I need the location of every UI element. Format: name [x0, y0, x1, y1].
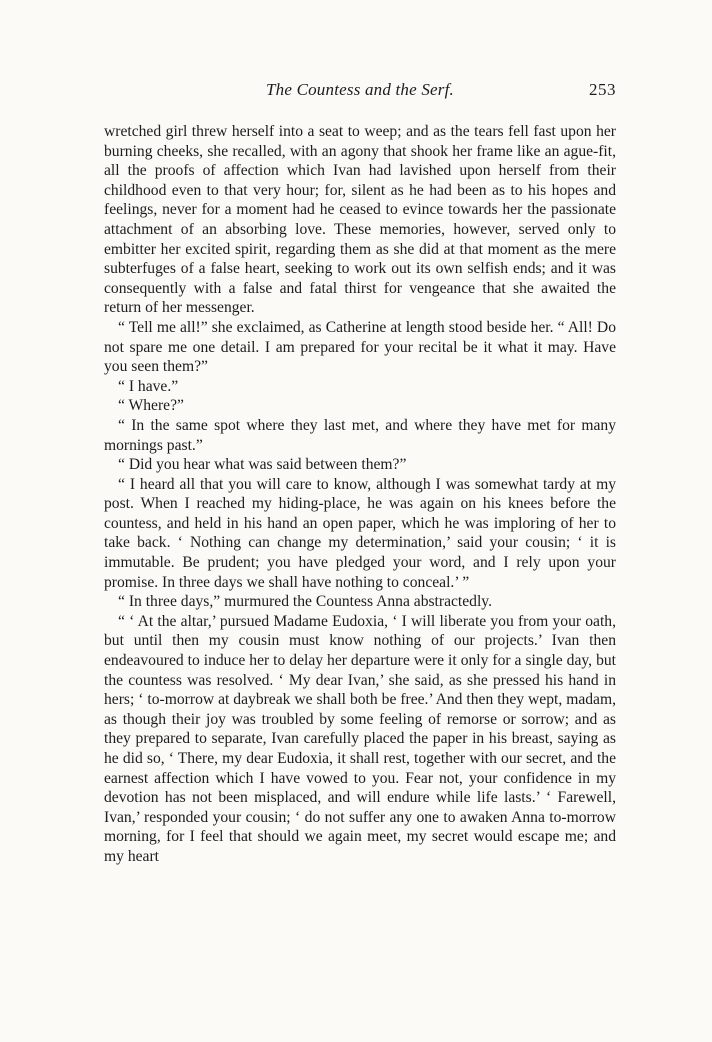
paragraph: “ Did you hear what was said between them?” — [118, 456, 407, 474]
paragraph: “ In the same spot where they last met, and where they have met for many mornings past.” — [104, 416, 616, 454]
page-number: 253 — [589, 80, 616, 99]
paragraph: “ I have.” — [118, 377, 179, 395]
paragraph: wretched girl threw herself into a seat to weep; and as the tears fell fast upon her burning cheeks, she recalled, with an agony that shook her frame like an ague-fit, all the proofs of affection which Ivan had lavished upon herself from their childhood even to that very hour; for, silent as he had been as to his hopes and feelings, never for a moment had he ceased to evince towards her the passionate attachment of an absorbing love. These memories, however, served only to embitter her excited spirit, regarding them as she did at that moment as the mere subterfuges of a false heart, seeking to work out its own selfish ends; and it was consequently with a false and fatal thirst for vengeance that she awaited the return of her messenger. — [104, 123, 616, 317]
paragraph: “ I heard all that you will care to know, although I was somewhat tardy at my post. When I reached my hiding-place, he was again on his knees before the countess, and held in his hand an open paper, which he was imploring of her to take back. ‘ Nothing can change my determination,’ said your cousin; ‘ it is immutable. Be prudent; you have pledged your word, and I rely upon your promise. In three days we shall have nothing to conceal.’ ” — [104, 475, 616, 591]
paragraph: “ Tell me all!” she exclaimed, as Catherine at length stood beside her. “ All! Do not spare me one detail. I am prepared for your recital be it what it may. Have you seen them?” — [104, 318, 616, 376]
paragraph: “ Where?” — [118, 397, 184, 415]
running-title: The Countess and the Serf. — [266, 80, 454, 99]
paragraph: “ In three days,” murmured the Countess Anna abstractedly. — [118, 593, 492, 611]
body-text — [104, 122, 616, 867]
page-header — [104, 80, 616, 104]
paragraph: “ ‘ At the altar,’ pursued Madame Eudoxia, ‘ I will liberate you from your oath, but until then my cousin must know nothing of our projects.’ Ivan then endeavoured to induce her to delay her departure were it only for a single day, but the countess was resolved. ‘ My dear Ivan,’ she said, as she pressed his hand in hers; ‘ to-morrow at daybreak we shall both be free.’ And then they wept, madam, as though their joy was troubled by some feeling of remorse or sorrow; and as they prepared to separate, Ivan carefully placed the paper in his breast, saying as he did so, ‘ There, my dear Eudoxia, it shall rest, together with our secret, and the earnest affection which I have vowed to you. Fear not, your confidence in my devotion has not been misplaced, and will endure while life lasts.’ ‘ Farewell, Ivan,’ responded your cousin; ‘ do not suffer any one to awaken Anna to-morrow morning, for I feel that should we again meet, my secret would escape me; and my heart — [104, 612, 616, 865]
